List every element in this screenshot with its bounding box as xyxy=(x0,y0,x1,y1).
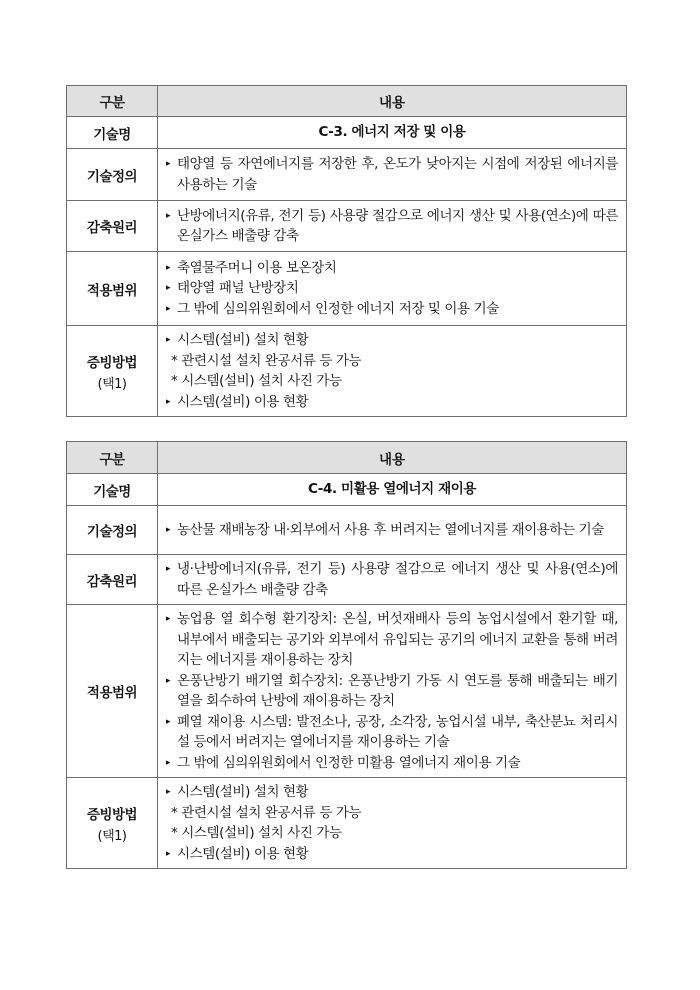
header-category: 구분 xyxy=(67,442,158,474)
bullet-triangle-icon: ▸ xyxy=(166,262,171,273)
note-text: * 시스템(설비) 설치 사진 가능 xyxy=(171,825,342,841)
tech-name-value: C-3. 에너지 저장 및 이용 xyxy=(158,117,627,149)
list-item: ▸ 축열물주머니 이용 보온장치 xyxy=(166,258,618,279)
list-item: ▸ 그 밖에 심의위원회에서 인정한 에너지 저장 및 이용 기술 xyxy=(166,299,618,320)
scope-content xyxy=(158,605,627,778)
definition-row xyxy=(67,506,627,555)
evidence-row xyxy=(67,778,627,869)
principle-row xyxy=(67,555,627,605)
tech-name-label: 기술명 xyxy=(67,117,158,149)
list-item: ▸ 시스템(설비) 이용 현황 xyxy=(166,844,618,865)
header-content: 내용 xyxy=(158,86,627,117)
list-item: ▸ 난방에너지(유류, 전기 등) 사용량 절감으로 에너지 생산 및 사용(연소)에 따른 온실가스 배출량 감축 xyxy=(166,207,618,244)
bullet-triangle-icon: ▸ xyxy=(166,524,171,535)
bullet-triangle-icon: ▸ xyxy=(166,396,171,407)
bullet-triangle-icon: ▸ xyxy=(166,848,171,859)
table-header-row xyxy=(67,86,627,117)
evidence-content xyxy=(158,326,627,417)
tech-table-c4 xyxy=(66,441,627,869)
scope-label: 적용범위 xyxy=(67,252,158,326)
bullet-triangle-icon: ▸ xyxy=(166,716,171,727)
list-item: ▸ 시스템(설비) 설치 현황 xyxy=(166,330,618,351)
evidence-content xyxy=(158,778,627,869)
list-item: ▸ 온풍난방기 배기열 회수장치: 온풍난방기 가동 시 연도를 통해 배출되는 배기열을 회수하여 난방에 재이용하는 장치 xyxy=(166,672,618,709)
bullet-triangle-icon: ▸ xyxy=(166,303,171,314)
tech-table-c3 xyxy=(66,85,627,417)
definition-label: 기술정의 xyxy=(67,506,158,555)
header-content: 내용 xyxy=(158,442,627,474)
list-item: ▸ 태양열 등 자연에너지를 저장한 후, 온도가 낮아지는 시점에 저장된 에너지를 사용하는 기술 xyxy=(166,156,618,193)
tech-name-row xyxy=(67,117,627,149)
list-item: ▸ 냉·난방에너지(유류, 전기 등) 사용량 절감으로 에너지 생산 및 사용(연소)에 따른 온실가스 배출량 감축 xyxy=(166,561,618,598)
principle-content xyxy=(158,555,627,605)
scope-row xyxy=(67,605,627,778)
bullet-triangle-icon: ▸ xyxy=(166,614,171,624)
note-text: * 시스템(설비) 설치 사진 가능 xyxy=(171,373,342,389)
bullet-triangle-icon: ▸ xyxy=(166,757,171,768)
evidence-label: 증빙방법 (택1) xyxy=(67,778,158,869)
list-item: ▸ 그 밖에 심의위원회에서 인정한 미활용 열에너지 재이용 기술 xyxy=(166,753,618,774)
bullet-triangle-icon: ▸ xyxy=(166,210,171,221)
bullet-triangle-icon: ▸ xyxy=(166,564,171,574)
tech-name-label: 기술명 xyxy=(67,474,158,506)
definition-content xyxy=(158,506,627,555)
definition-content xyxy=(158,149,627,201)
table-header-row xyxy=(67,442,627,474)
list-item: ▸ 폐열 재이용 시스템: 발전소나, 공장, 소각장, 농업시설 내부, 축산분뇨 처리시설 등에서 버려지는 열에너지를 재이용하는 기술 xyxy=(166,713,618,750)
definition-row xyxy=(67,149,627,201)
list-item: ▸ 농산물 재배농장 내·외부에서 사용 후 버려지는 열에너지를 재이용하는 기술 xyxy=(166,520,618,541)
scope-content xyxy=(158,252,627,326)
bullet-triangle-icon: ▸ xyxy=(166,335,171,345)
bullet-triangle-icon: ▸ xyxy=(166,283,171,294)
scope-label: 적용범위 xyxy=(67,605,158,778)
evidence-sublabel: (택1) xyxy=(97,376,127,392)
header-category: 구분 xyxy=(67,86,158,117)
principle-label: 감축원리 xyxy=(67,555,158,605)
list-item: ▸ 태양열 패널 난방장치 xyxy=(166,278,618,299)
bullet-triangle-icon: ▸ xyxy=(166,787,171,797)
note-text: * 관련시설 설치 완공서류 등 가능 xyxy=(171,352,362,369)
evidence-sublabel: (택1) xyxy=(97,828,127,844)
scope-row xyxy=(67,252,627,326)
principle-row xyxy=(67,201,627,252)
list-item: ▸ 농업용 열 회수형 환기장치: 온실, 버섯재배사 등의 농업시설에서 환기할 때, 내부에서 배출되는 공기와 외부에서 유입되는 공기의 에너지 교환을 통해 버려지는 에너지를 재이용하는 장치 xyxy=(166,611,618,668)
definition-label: 기술정의 xyxy=(67,149,158,201)
bullet-triangle-icon: ▸ xyxy=(166,159,171,169)
principle-label: 감축원리 xyxy=(67,201,158,252)
tech-name-row xyxy=(67,474,627,506)
bullet-triangle-icon: ▸ xyxy=(166,675,171,686)
note-text: * 관련시설 설치 완공서류 등 가능 xyxy=(171,804,362,821)
principle-content xyxy=(158,201,627,252)
tech-name-value: C-4. 미활용 열에너지 재이용 xyxy=(158,474,627,506)
evidence-label: 증빙방법 (택1) xyxy=(67,326,158,417)
list-item: ▸ 시스템(설비) 설치 현황 xyxy=(166,782,618,803)
evidence-row xyxy=(67,326,627,417)
list-item: ▸ 시스템(설비) 이용 현황 xyxy=(166,392,618,413)
